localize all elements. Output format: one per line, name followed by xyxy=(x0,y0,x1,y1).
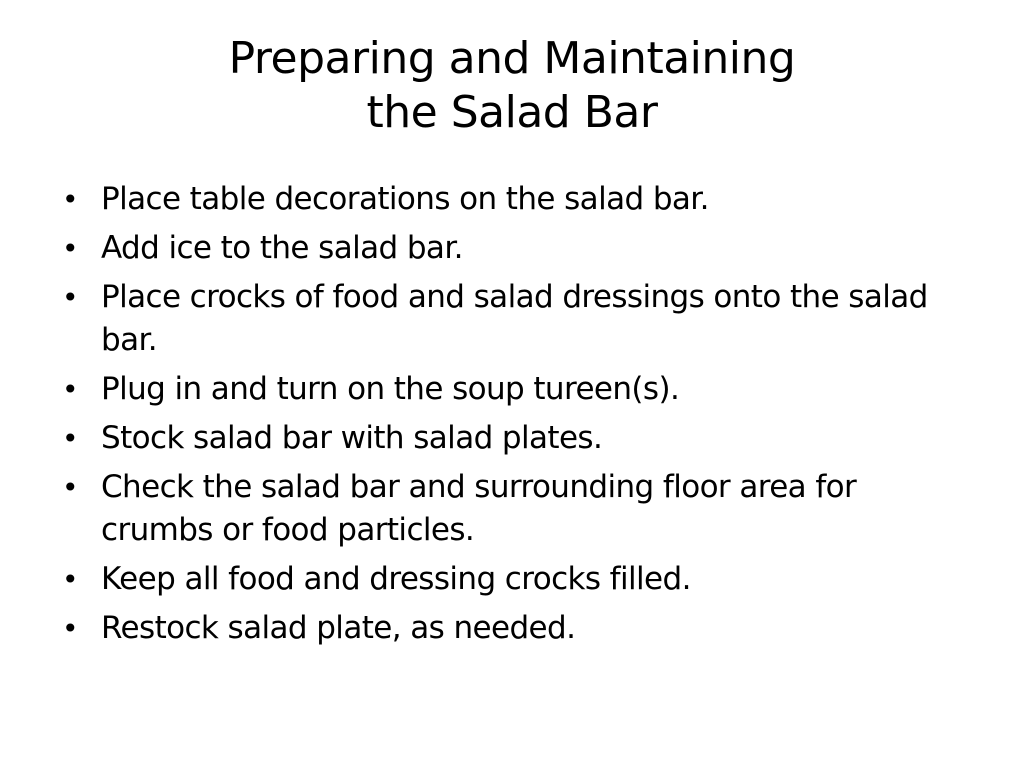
bullet-item xyxy=(55,558,970,601)
bullet-item xyxy=(55,227,970,270)
bullet-text: Place table decorations on the salad bar. xyxy=(101,181,709,217)
bullet-item xyxy=(55,276,970,362)
bullet-item xyxy=(55,607,970,650)
bullet-dot-icon: • xyxy=(62,422,78,455)
bullet-text: Check the salad bar and surrounding floor area for crumbs or food particles. xyxy=(101,469,857,548)
bullet-text: Add ice to the salad bar. xyxy=(101,230,463,266)
bullet-dot-icon: • xyxy=(62,281,78,314)
bullet-text: Restock salad plate, as needed. xyxy=(101,610,576,646)
bullet-dot-icon: • xyxy=(62,612,78,645)
bullet-dot-icon: • xyxy=(62,373,78,406)
bullet-list xyxy=(55,178,970,656)
bullet-text: Keep all food and dressing crocks filled. xyxy=(101,561,691,597)
bullet-dot-icon: • xyxy=(62,232,78,265)
bullet-text: Plug in and turn on the soup tureen(s). xyxy=(101,371,680,407)
bullet-dot-icon: • xyxy=(62,471,78,504)
slide-title-line-1: Preparing and Maintaining xyxy=(228,33,796,84)
bullet-item xyxy=(55,466,970,552)
bullet-dot-icon: • xyxy=(62,563,78,596)
slide-title-line-2: the Salad Bar xyxy=(366,87,658,138)
bullet-item xyxy=(55,417,970,460)
bullet-text: Place crocks of food and salad dressings onto the salad bar. xyxy=(101,279,928,358)
bullet-item xyxy=(55,368,970,411)
slide-title xyxy=(60,32,964,140)
bullet-text: Stock salad bar with salad plates. xyxy=(101,420,603,456)
bullet-item xyxy=(55,178,970,221)
bullet-dot-icon: • xyxy=(62,183,78,216)
